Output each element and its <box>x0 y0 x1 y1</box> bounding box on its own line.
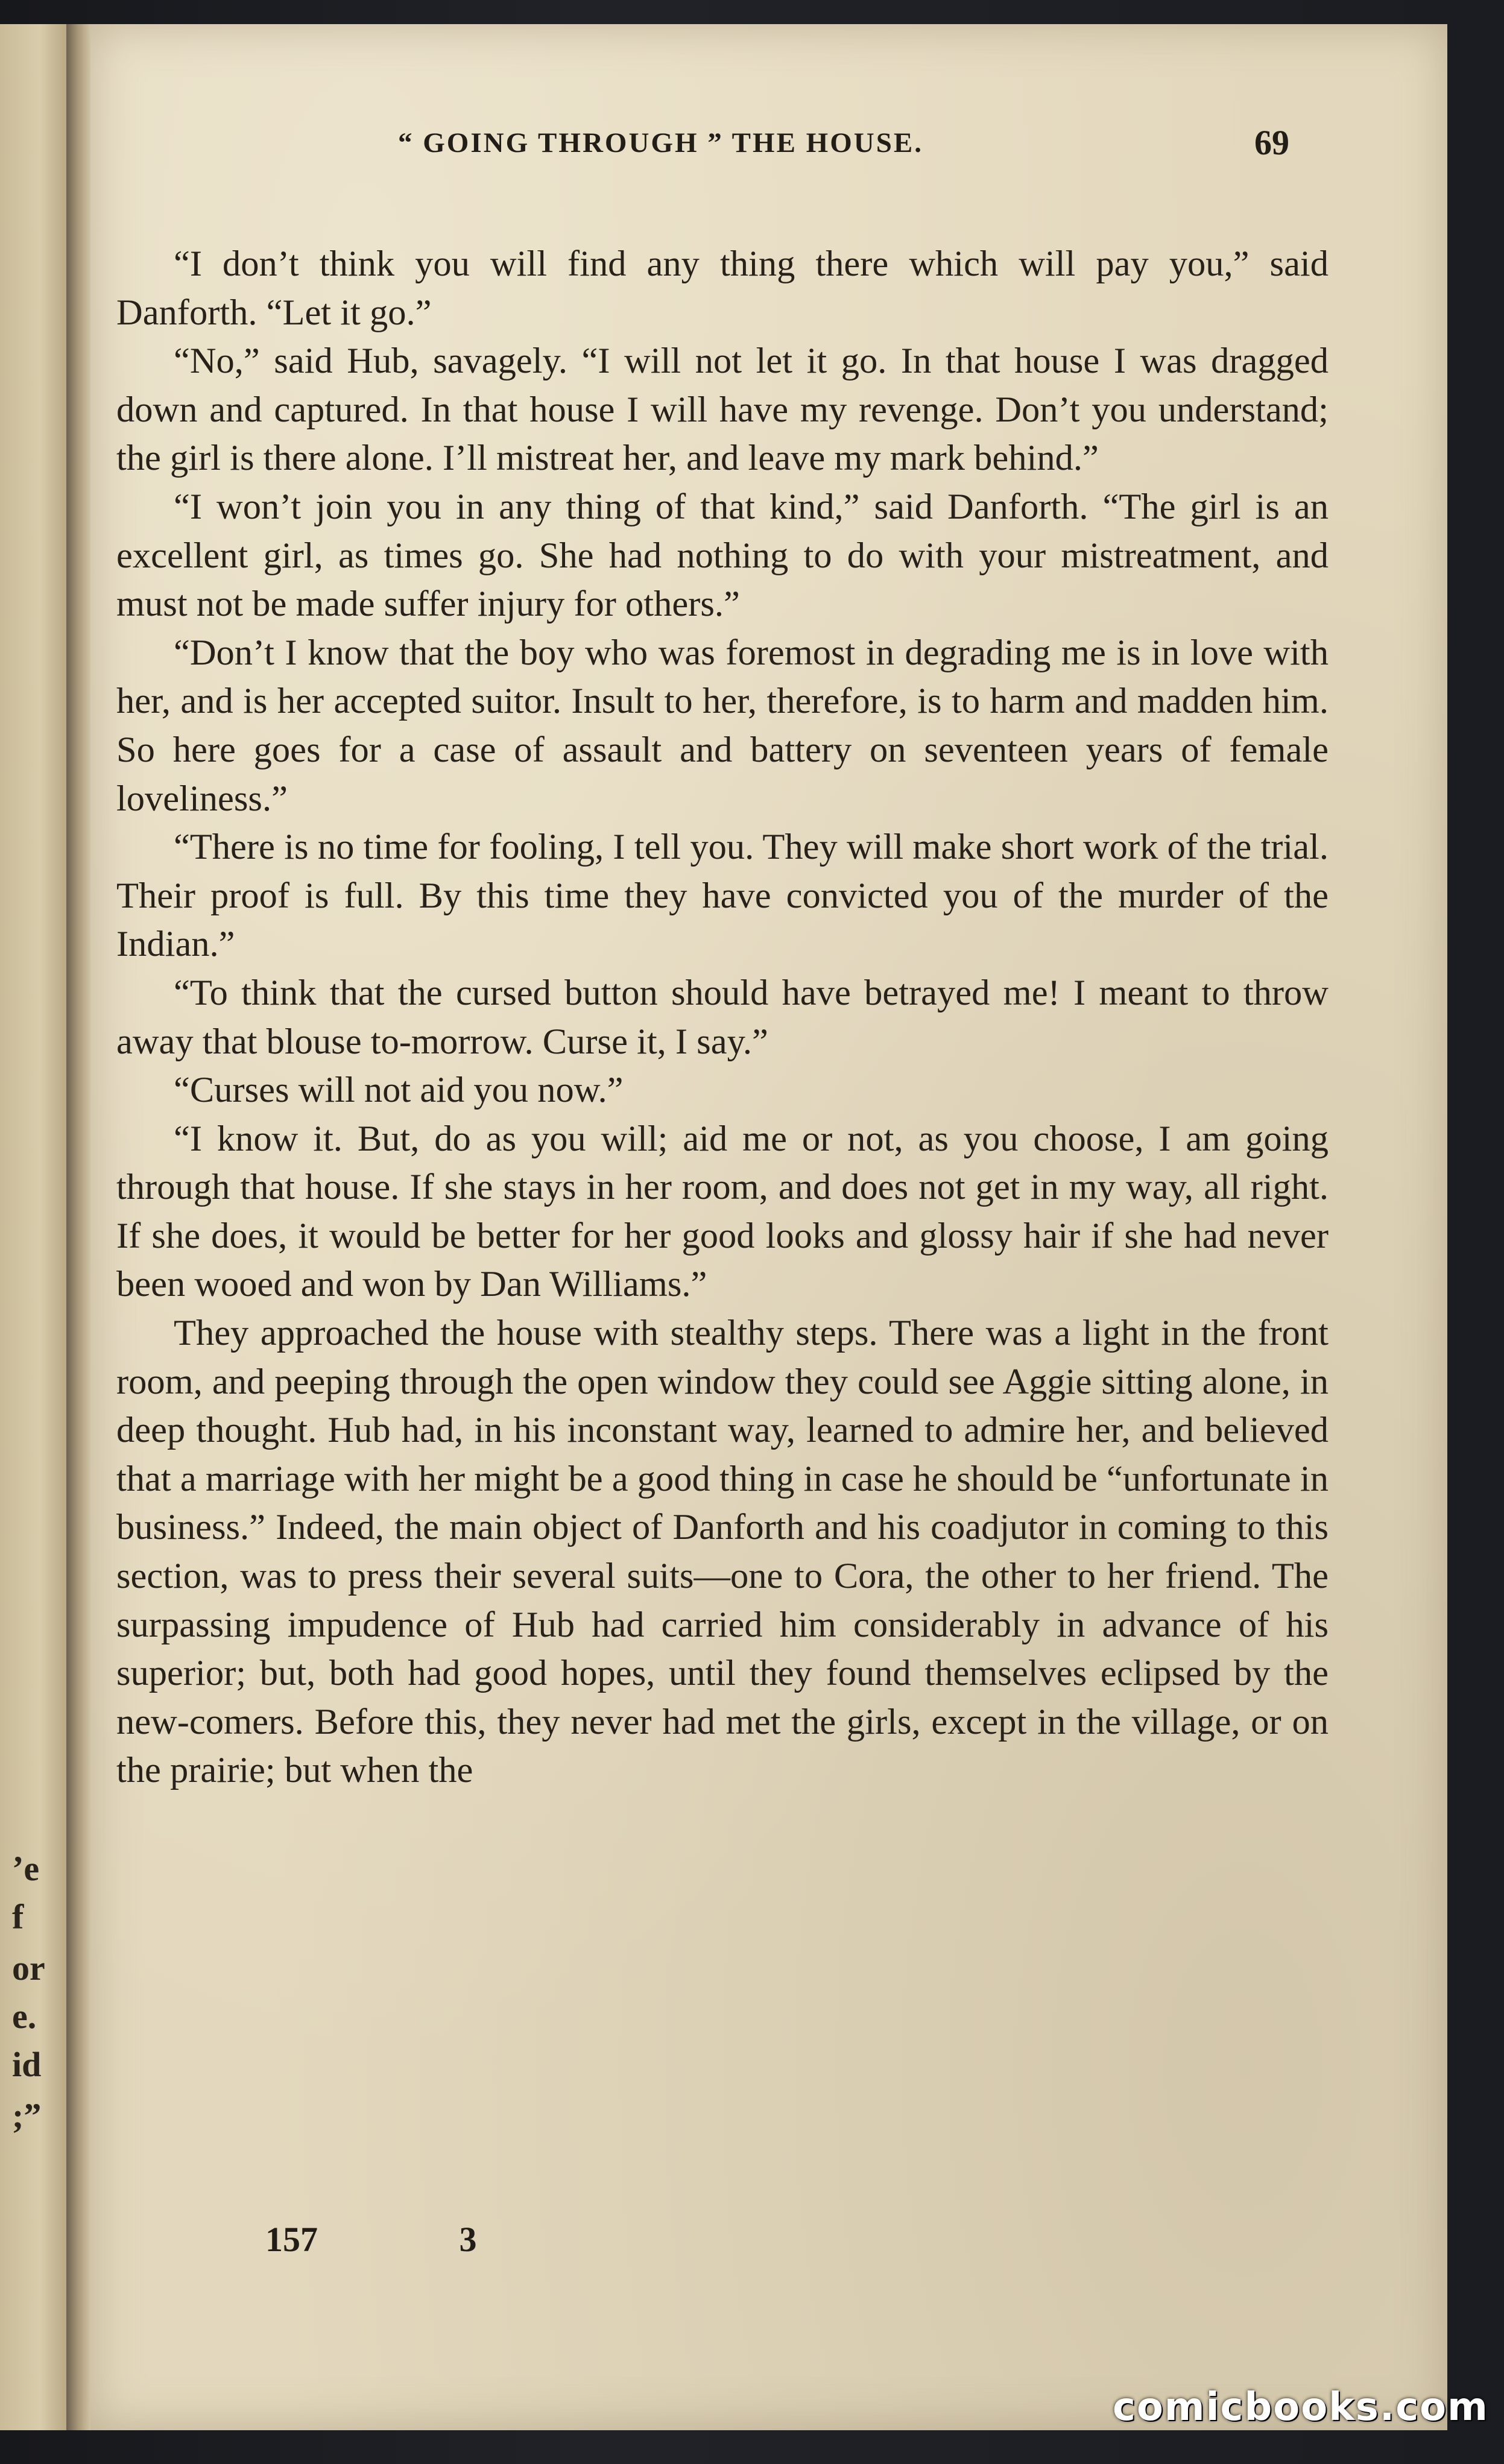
previous-page-fragment: f <box>12 1897 24 1936</box>
running-head-title: “ GOING THROUGH ” THE HOUSE. <box>398 127 923 159</box>
paragraph: “I know it. But, do as you will; aid me or not, as you choose, I am going through that house. If she stays in her room, and does not get in my way, all right. If she does, it would be better for her good looks and glossy hair if she had never been wooed and won by Dan Williams.” <box>116 1118 1329 1305</box>
running-head <box>398 127 1303 159</box>
previous-page-fragment: ;” <box>12 2096 42 2135</box>
page-number: 69 <box>1254 123 1289 162</box>
paragraph: “Curses will not aid you now.” <box>174 1070 624 1111</box>
book-page <box>90 24 1447 2430</box>
paragraph: They approached the house with stealthy steps. There was a light in the front room, and peeping through the open window they could see Aggie sitting alone, in deep thought. Hub had, in his inconstant way, learned to admire her, and believed that a marriage with her might be a good thing in case he should be “unfortunate in business.” Indeed, the main object of Danforth and his coadjutor in coming to this section, was to press their several suits—one to Cora, the other to her friend. The surpassing impudence of Hub had carried him considerably in advance of his superior; but, both had good hopes, until they found themselves eclipsed by the new-comers. Before this, they never had met the girls, except in the village, or on the prairie; but when the <box>116 1313 1329 1791</box>
book-gutter <box>66 24 90 2430</box>
signature-number: 3 <box>459 2220 477 2259</box>
watermark: comicbooks.com <box>1113 2385 1489 2430</box>
previous-page-fragment: id <box>12 2045 42 2084</box>
printer-signature <box>265 2219 477 2260</box>
previous-page-fragment: or <box>12 1948 45 1988</box>
paragraph: “To think that the cursed button should have betrayed me! I meant to throw away that blouse to-morrow. Curse it, I say.” <box>116 972 1329 1062</box>
paragraph: “Don’t I know that the boy who was foremost in degrading me is in love with her, and is her accepted suitor. Insult to her, therefore, is to harm and madden him. So here goes for a case of assault and battery on seventeen years of female loveliness.” <box>116 632 1329 819</box>
signature-number: 157 <box>265 2220 318 2259</box>
previous-page-fragment: ’e <box>12 1849 40 1888</box>
body-text <box>116 240 1329 1795</box>
paragraph: “I don’t think you will find any thing there which will pay you,” said Danforth. “Let it go.” <box>116 244 1329 333</box>
paragraph: “No,” said Hub, savagely. “I will not let it go. In that house I was dragged down and captured. In that house I will have my revenge. Don’t you understand; the girl is there alone. I’ll mistreat her, and leave my mark behind.” <box>116 341 1329 479</box>
previous-page-fragment: e. <box>12 1997 37 2036</box>
paragraph: “I won’t join you in any thing of that kind,” said Danforth. “The girl is an excellent girl, as times go. She had nothing to do with your mistreatment, and must not be made suffer injury for others.” <box>116 486 1329 625</box>
previous-page-edge <box>0 24 69 2430</box>
paragraph: “There is no time for fooling, I tell you. They will make short work of the trial. Their proof is full. By this time they have convicted you of the murder of the Indian.” <box>116 827 1329 965</box>
